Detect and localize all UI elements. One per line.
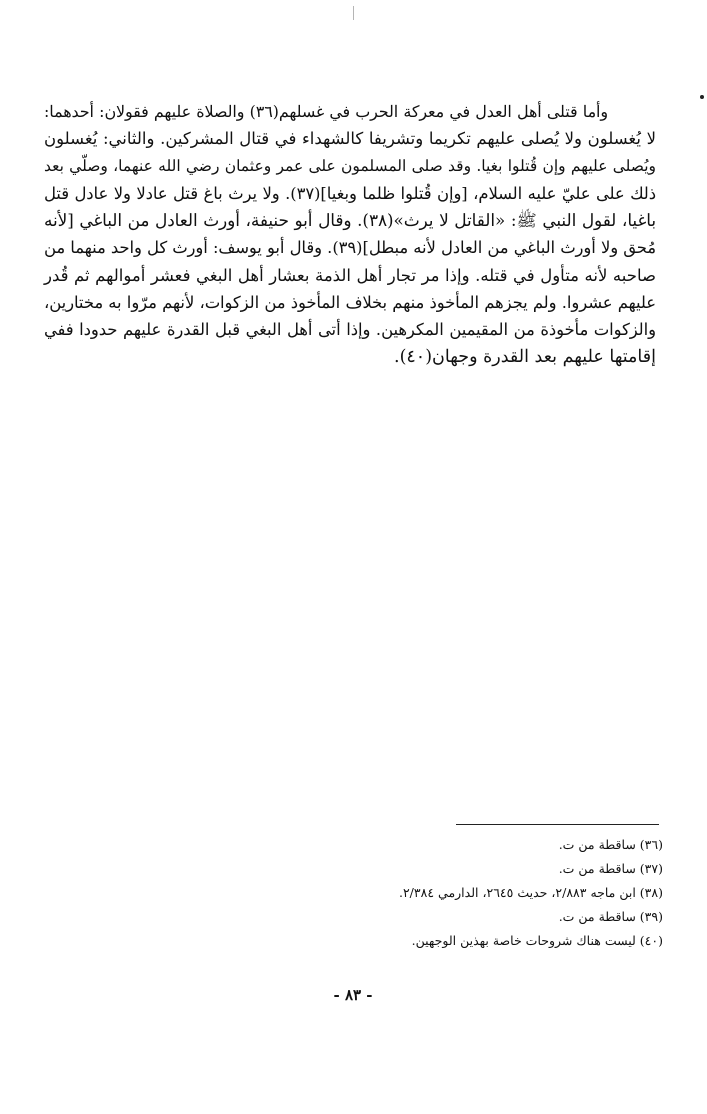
scan-mark xyxy=(353,6,354,20)
text-line: وأما قتلى أهل العدل في معركة الحرب في غسلهم(٣٦) والصلاة عليهم فقولان: أحدهما: xyxy=(44,102,609,121)
page-number: - ٨٣ - xyxy=(333,986,373,1004)
main-text xyxy=(44,98,656,371)
text-line: ذلك على عليّ عليه السلام، [وإن قُتلوا ظلما وبغيا](٣٧). ولا يرث باغ قتل عادلا ولا عادل قتل xyxy=(44,183,656,203)
text-line: صاحبه لأنه متأول في قتله. وإذا مر تجار أهل الذمة بعشار أهل البغي فعشر أموالهم ثم قُدر xyxy=(44,265,656,285)
footnote-39: (٣٩) ساقطة من ت. xyxy=(558,909,663,924)
footnote-40: (٤٠) ليست هناك شروحات خاصة بهذين الوجهين. xyxy=(411,933,663,948)
footnotes-list xyxy=(300,833,663,953)
text-line: ويُصلى عليهم وإن قُتلوا بغيا. وقد صلى المسلمون على عمر وعثمان رضي الله عنهما، وصلّي بعد xyxy=(44,156,656,175)
footnote-38: (٣٨) ابن ماجه ٢/٨٨٣، حديث ٢٦٤٥، الدارمي ٢/٣٨٤. xyxy=(398,885,663,900)
footnote-36: (٣٦) ساقطة من ت. xyxy=(558,837,663,852)
text-line: لا يُغسلون ولا يُصلى عليهم تكريما وتشريفا كالشهداء في قتال المشركين. والثاني: يُغسلون xyxy=(44,129,656,149)
text-line: عليهم عشروا. ولم يجزهم المأخوذ منهم بخلاف المأخوذ من الزكوات، لأنهم مرّوا به مختارين، xyxy=(44,293,656,313)
footnote-divider xyxy=(456,824,659,825)
footnote-37: (٣٧) ساقطة من ت. xyxy=(558,861,663,876)
text-line: باغيا، لقول النبي ﷺ: «القاتل لا يرث»(٣٨). وقال أبو حنيفة، أورث العادل من الباغي [لأنه xyxy=(44,210,657,231)
text-line: والزكوات مأخوذة من المقيمين المكرهين. وإذا أتى أهل البغي قبل القدرة عليهم حدودا ففي xyxy=(44,320,656,340)
text-line: مُحق ولا أورث الباغي من العادل لأنه مبطل](٣٩). وقال أبو يوسف: أورث كل واحد منهما من xyxy=(44,238,656,258)
text-line: إقامتها عليهم بعد القدرة وجهان(٤٠). xyxy=(394,346,656,367)
ink-dot xyxy=(700,95,704,99)
